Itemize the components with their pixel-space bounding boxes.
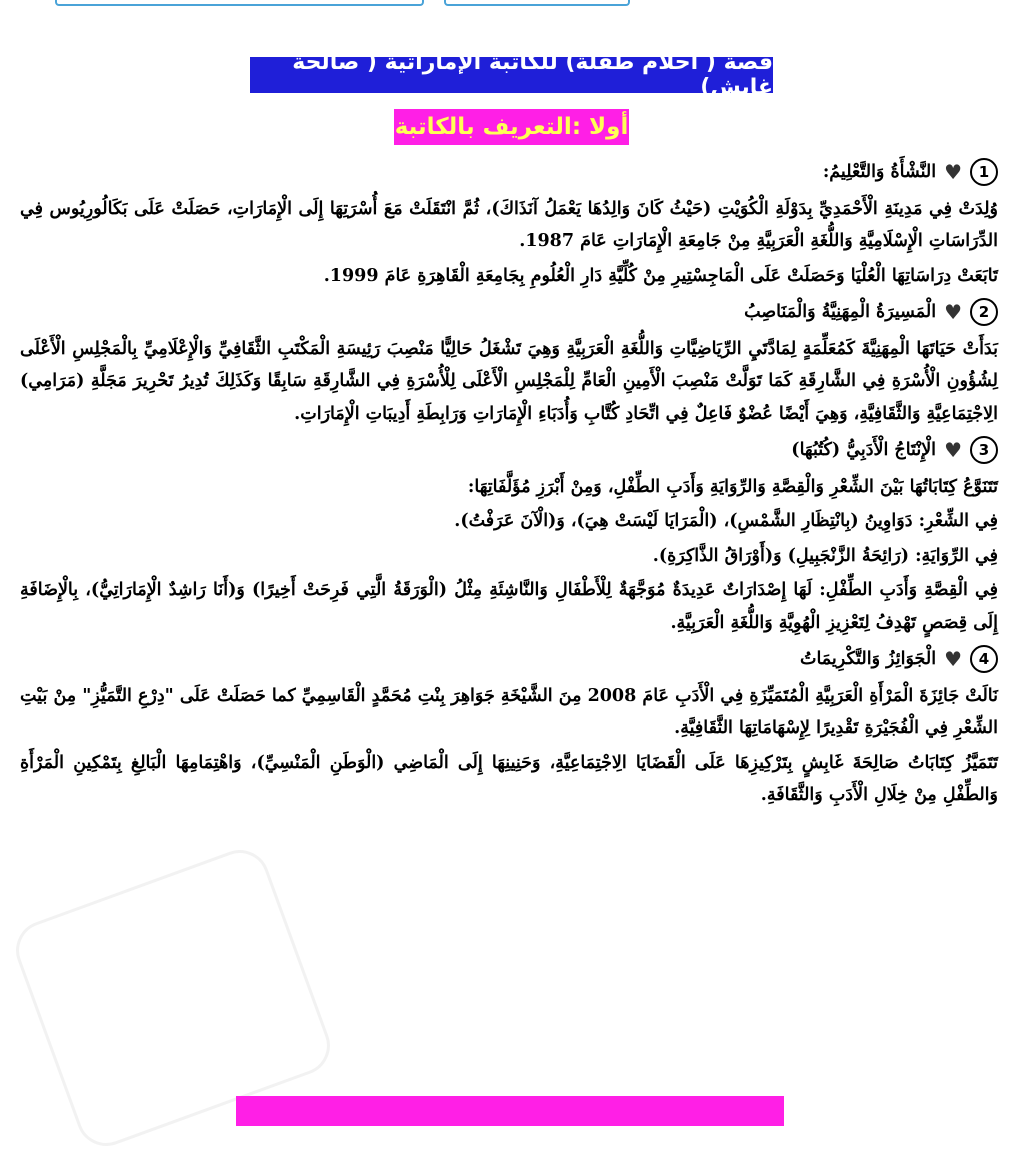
paragraph: تَتَنَوَّعُ كِتَابَاتُهَا بَيْنَ الشِّعْرِ وَالْقِصَّةِ وَالرِّوَايَةِ وَأَدَبِ الطِّفْلِ، وَمِنْ أَبْرَزِ مُؤَلَّفَاتِهَا: — [467, 476, 998, 497]
top-frame-right — [444, 0, 630, 6]
section-2-heading — [20, 296, 998, 329]
number-badge: 4 — [970, 645, 998, 673]
section-4-heading — [20, 643, 998, 676]
number-badge: 3 — [970, 436, 998, 464]
section-1-heading — [20, 156, 998, 189]
heading-text: الْجَوَائِزُ وَالتَّكْرِيمَاتُ — [800, 649, 937, 669]
section-heading: أولا :التعريف بالكاتبة — [394, 109, 629, 145]
paragraph: فِي الرِّوَايَةِ: (رَائِحَةُ الزَّنْجَبِيلِ) وَ(أَوْرَاقُ الذَّاكِرَةِ). — [652, 545, 998, 566]
paragraph: بَدَأَتْ حَيَاتَهَا الْمِهَنِيَّةَ كَمُعَلِّمَةٍ لِمَادَّتَيِ الرِّيَاضِيَّاتِ وَاللُّغَةِ الْعَرَبِيَّةِ وَهِيَ تَشْغَلُ حَالِيًّا مَنْصِبَ رَئِيسَةِ الْمَكْتَبِ الثَّقَافِيِّ وَالْإِعْلَامِيِّ بِالْمَجْلِسِ الْأَعْلَى لِشُؤُونِ الْأُسْرَةِ فِي الشَّارِقَةِ كَمَا تَوَلَّتْ مَنْصِبَ الْأَمِينِ الْعَامِّ لِلْمَجْلِسِ الْأَعْلَى لِلْأُسْرَةِ فِي الشَّارِقَةِ سَابِقًا وَكَذَلِكَ تُدِيرُ تَحْرِيرَ مَجَلَّةِ (مَرَامِي) الِاجْتِمَاعِيَّةِ وَالثَّقَافِيَّةِ، وَهِيَ أَيْضًا عُضْوٌ فَاعِلٌ فِي اتِّحَادِ كُتَّابِ وَأُدَبَاءِ الْإِمَارَاتِ وَرَابِطَةِ أَدِيبَاتِ الْإِمَارَاتِ. — [20, 338, 998, 424]
number-badge: 2 — [970, 298, 998, 326]
top-frame-left — [55, 0, 424, 6]
heading-text: النَّشْأَةُ وَالتَّعْلِيمُ: — [822, 162, 937, 182]
heading-text: الْمَسِيرَةُ الْمِهَنِيَّةُ وَالْمَنَاصِبُ — [744, 302, 937, 322]
heart-icon: ♥ — [944, 647, 962, 672]
paragraph: نَالَتْ جَائِزَةَ الْمَرْأَةِ الْعَرَبِيَّةِ الْمُتَمَيِّزَةِ فِي الْأَدَبِ عَامَ 2008 مِنَ الشَّيْخَةِ جَوَاهِرَ بِنْتِ مُحَمَّدٍ الْقَاسِمِيِّ كما حَصَلَتْ عَلَى "دِرْعِ التَّمَيُّزِ" مِنْ بَيْتِ الشِّعْرِ فِي الْفُجَيْرَةِ تَقْدِيرًا لِإِسْهَامَاتِهَا الثَّقَافِيَّةِ. — [20, 685, 999, 738]
paragraph: تَابَعَتْ دِرَاسَاتِهَا الْعُلْيَا وَحَصَلَتْ عَلَى الْمَاجِسْتِيرِ مِنْ كُلِّيَّةِ دَارِ الْعُلُومِ بِجَامِعَةِ الْقَاهِرَةِ عَامَ 1999. — [323, 265, 998, 286]
heart-icon: ♥ — [944, 438, 962, 463]
number-badge: 1 — [970, 158, 998, 186]
paragraph: فِي الْقِصَّةِ وَأَدَبِ الطِّفْلِ: لَهَا إِصْدَارَاتٌ عَدِيدَةٌ مُوَجَّهَةٌ لِلْأَطْفَالِ وَالنَّاشِئَةِ مِثْلُ (الْوَرَقَةُ الَّتِي فَرِحَتْ أَخِيرًا) وَ(أَنَا رَاشِدٌ الْإِمَارَاتِيُّ)، بِالْإِضَافَةِ إِلَى قِصَصٍ تَهْدِفُ لِتَعْزِيزِ الْهُوِيَّةِ وَاللُّغَةِ الْعَرَبِيَّةِ. — [20, 580, 998, 633]
paragraph: تَتَمَيَّزُ كِتَابَاتُ صَالِحَةَ غَابِشٍ بِتَرْكِيزِهَا عَلَى الْقَضَايَا الِاجْتِمَاعِيَّةِ، وَحَنِينِهَا إِلَى الْمَاضِي (الْوَطَنِ الْمَنْسِيِّ)، وَاهْتِمَامِهَا الْبَالِغِ بِتَمْكِينِ الْمَرْأَةِ وَالطِّفْلِ مِنْ خِلَالِ الْأَدَبِ وَالثَّقَافَةِ. — [20, 752, 998, 805]
heart-icon: ♥ — [944, 160, 962, 185]
heading-text: الْإِنْتَاجُ الْأَدَبِيُّ (كُتُبُهَا) — [791, 440, 937, 460]
heart-icon: ♥ — [944, 300, 962, 325]
section-3-heading — [20, 434, 998, 467]
document-body — [20, 152, 998, 814]
story-title: قصة ( أحلام طفلة) للكاتبة الإماراتية ( صالحة غابش) — [250, 57, 773, 93]
paragraph: وُلِدَتْ فِي مَدِينَةِ الْأَحْمَدِيِّ بِدَوْلَةِ الْكُوَيْتِ (حَيْثُ كَانَ وَالِدُهَا يَعْمَلُ آنَذَاكَ)، ثُمَّ انْتَقَلَتْ مَعَ أُسْرَتِهَا إِلَى الْإِمَارَاتِ، حَصَلَتْ عَلَى بَكَالُورِيُوس فِي الدِّرَاسَاتِ الْإِسْلَامِيَّةِ وَاللُّغَةِ الْعَرَبِيَّةِ مِنْ جَامِعَةِ الْإِمَارَاتِ عَامَ 1987. — [20, 198, 998, 251]
paragraph: فِي الشِّعْرِ: دَوَاوِينُ (بِانْتِظَارِ الشَّمْسِ)، (الْمَرَايَا لَيْسَتْ هِيَ)، وَ(الْآنَ عَرَفْتُ). — [454, 511, 998, 531]
next-section-banner — [236, 1096, 784, 1126]
